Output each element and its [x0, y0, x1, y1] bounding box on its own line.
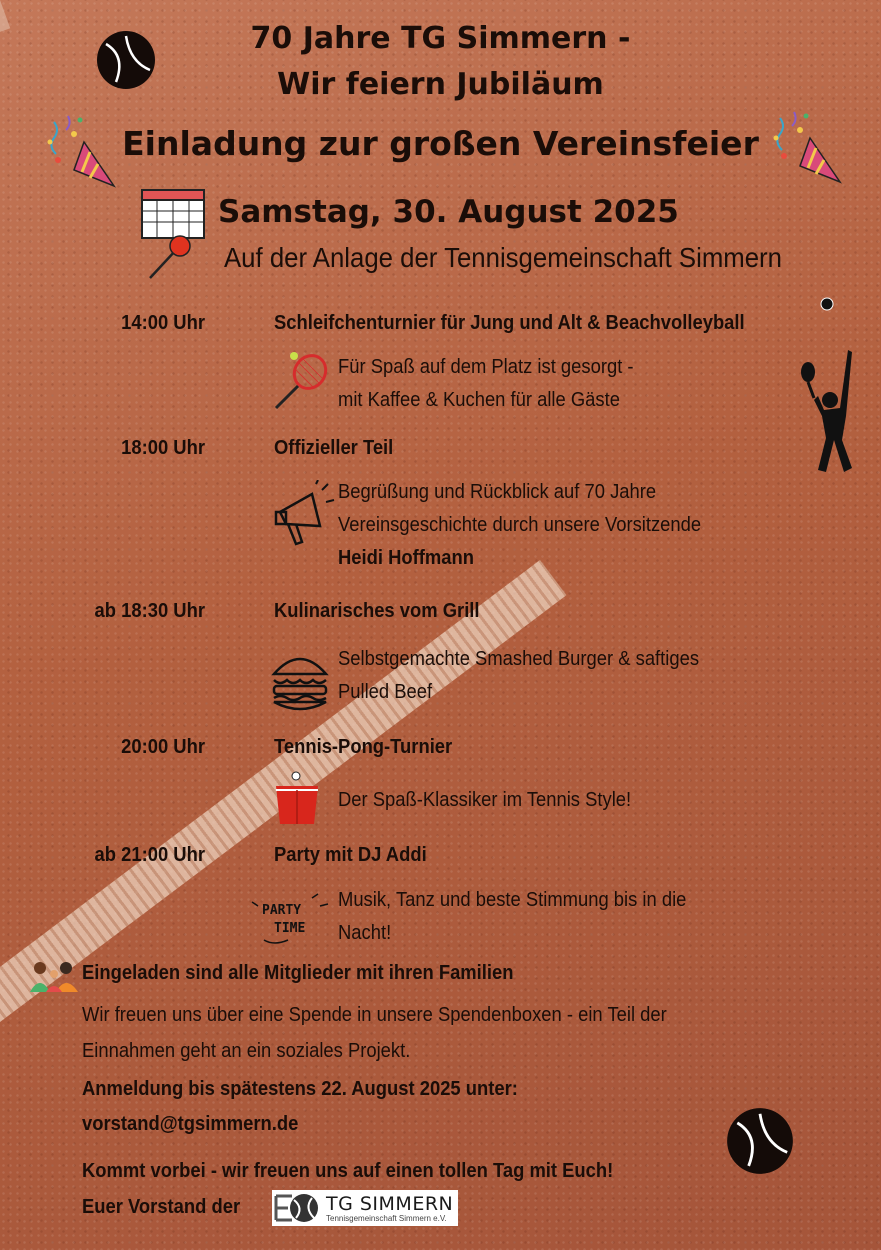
club-logo — [272, 1190, 458, 1226]
burger-icon — [270, 650, 330, 712]
schedule-title: Kulinarisches vom Grill — [274, 600, 480, 622]
schedule-title: Schleifchenturnier für Jung und Alt & Beachvolleyball — [274, 312, 745, 334]
party-time-icon — [250, 892, 340, 948]
schedule-title: Tennis-Pong-Turnier — [274, 736, 453, 758]
registration-deadline: Anmeldung bis spätestens 22. August 2025 unter: — [82, 1078, 518, 1100]
anniversary-title: 70 Jahre TG Simmern - — [250, 21, 631, 56]
event-location: Auf der Anlage der Tennisgemeinschaft Simmern — [224, 242, 782, 273]
party-icon-text: PARTY — [262, 903, 302, 918]
event-date: Samstag, 30. August 2025 — [218, 194, 679, 230]
schedule-time: 18:00 Uhr — [121, 437, 205, 459]
family-icon — [28, 960, 80, 994]
tennis-racket-icon — [272, 350, 330, 412]
schedule-time: ab 18:30 Uhr — [94, 600, 205, 622]
anniversary-subtitle: Wir feiern Jubiläum — [277, 67, 604, 102]
schedule-desc-line: Musik, Tanz und beste Stimmung bis in die — [338, 889, 687, 911]
schedule-time: 20:00 Uhr — [121, 736, 205, 758]
tennis-player-icon — [790, 290, 860, 480]
donation-line: Wir freuen uns über eine Spende in unsere Spendenboxen - ein Teil der — [82, 1004, 667, 1026]
signoff-line: Euer Vorstand der — [82, 1196, 241, 1218]
registration-email[interactable]: vorstand@tgsimmern.de — [82, 1113, 299, 1135]
invitation-heading: Einladung zur großen Vereinsfeier — [122, 124, 759, 163]
donation-line: Einnahmen geht an ein soziales Projekt. — [82, 1040, 411, 1062]
tennis-ball-icon — [726, 1107, 794, 1175]
calendar-icon — [136, 184, 210, 282]
schedule-desc-line: mit Kaffee & Kuchen für alle Gäste — [338, 389, 620, 411]
party-icon-text: TIME — [274, 921, 306, 936]
megaphone-icon — [272, 480, 336, 548]
schedule-desc-line: Der Spaß-Klassiker im Tennis Style! — [338, 789, 632, 811]
pong-cups-icon — [272, 770, 322, 828]
schedule-time: ab 21:00 Uhr — [94, 844, 205, 866]
logo-subtitle: Tennisgemeinschaft Simmern e.V. — [326, 1213, 447, 1223]
club-logo-mark — [272, 1190, 324, 1226]
invited-line: Eingeladen sind alle Mitglieder mit ihren Familien — [82, 962, 514, 984]
schedule-title: Offizieller Teil — [274, 437, 394, 459]
schedule-title: Party mit DJ Addi — [274, 844, 427, 866]
schedule-desc-line: Für Spaß auf dem Platz ist gesorgt - — [338, 356, 634, 378]
closing-line: Kommt vorbei - wir freuen uns auf einen tollen Tag mit Euch! — [82, 1160, 614, 1182]
schedule-desc-line: Vereinsgeschichte durch unsere Vorsitzende — [338, 514, 702, 536]
schedule-desc-line: Pulled Beef — [338, 681, 433, 703]
schedule-desc-line: Selbstgemachte Smashed Burger & saftiges — [338, 648, 700, 670]
schedule-time: 14:00 Uhr — [121, 312, 205, 334]
logo-name: TG SIMMERN — [326, 1192, 454, 1215]
schedule-desc-line: Begrüßung und Rückblick auf 70 Jahre — [338, 481, 657, 503]
schedule-desc-line: Nacht! — [338, 922, 392, 944]
chairwoman-name: Heidi Hoffmann — [338, 547, 474, 569]
